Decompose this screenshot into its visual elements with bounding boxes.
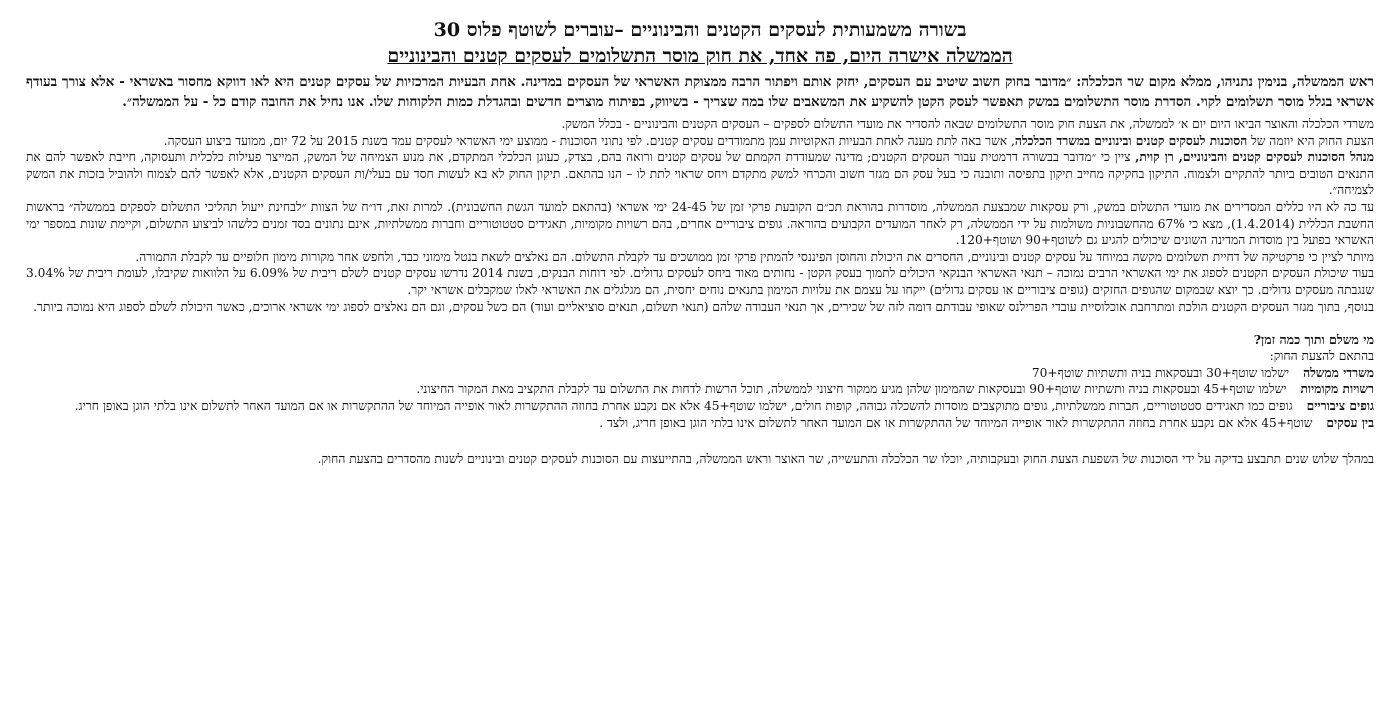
section-intro: בהתאם להצעת החוק: [1269, 349, 1374, 364]
subheadline: הממשלה אישרה היום, פה אחד, את חוק מוסר התשלומים לעסקים קטנים והבינוניים [387, 45, 1013, 67]
agency-name: הסוכנות לעסקים קטנים ובינוניים במשרד הכלכלה [1014, 133, 1248, 148]
paragraph-5: מיותר לציין כי פרקטיקה של דחיית תשלומים מקשה במיוחד על עסקים קטנים ובינוניים, החסרים את היכולת והחוסן הפיננסי להמתין פרקי זמן ממושכים עד לקבלת התשלום. הם נאלצים לשאת בנטל מימוני כבד, ולחפש אחר מקורות מימון חלופיים עד לקבלת התמורה. [135, 249, 1374, 264]
paragraph-3 [26, 149, 1374, 199]
payment-row-government [26, 365, 1374, 382]
row-value: ישלמו שוטף+45 ובעסקאות בניה ותשתיות שוטף+90 ובעסקאות שהמימון שלהן מגיע ממקור חיצוני לממשלה, תוכל הרשות לדחות את התשלום עד לקבלת התקציב מאת המקור החיצוני. [416, 382, 1287, 397]
payment-row-b2b [26, 415, 1374, 432]
paragraph-2-end: , אשר באה לתת מענה לאחת הבעיות האקוטיות עמן מתמודדים עסקים קטנים. לפי נתוני הסוכנות - ממוצע ימי האשראי לעסקים עמד בשנת 2015 על 72 יום, ממועד ביצוע העסקה. [163, 133, 1015, 148]
payment-row-municipalities [26, 381, 1374, 398]
paragraph-6: בעוד שיכולת העסקים הקטנים לספוג את ימי האשראי הרבים נמוכה – תנאי האשראי הבנקאי היכולים לתמוך בעסק הקטן - נחותים מאוד ביחס לעסקים גדולים. לפי דוחות הבנקים, בשנת 2014 נדרשו עסקים קטנים לשלם ריבית של 6.09% על הלוואות שקיבלו, לעומת ריבית של 3.04% שנגבתה מעסקים גדולים. כך יוצא שבמקום שהגופים החזקים (גופים ציבוריים או עסקים גדולים) ייקחו על עצמם את עלויות המימון בתנאים נוחים יחסית, הם מגלגלים את האשראי לאלו שמקבלים אשראי יקר. [26, 266, 1374, 297]
row-label: משרדי ממשלה [1303, 365, 1374, 380]
paragraph-2-start: הצעת החוק היא יוזמה של [1247, 133, 1374, 148]
paragraph-2 [26, 133, 1374, 150]
row-value: גופים כמו תאגידים סטטוטוריים, חברות ממשלתיות, גופים מתוקצבים מוסדות להשכלה גבוהה, קופות חולים, ישלמו שוטף+45 אלא אם נקבע אחרת בחוזה ההתקשרות לאור אופייה המיוחד של ההתקשרות או אם המועד האחר לתשלום אינו בלתי הוגן באופן חריג. [74, 398, 1293, 413]
spacer [26, 315, 1374, 323]
paragraph-3-text: ציין כי ״מדובר בבשורה דרמטית עבור העסקים הקטנים; מדינה שמעודדת הקמתם של עסקים קטנים ורואה בהם, בצדק, כעוגן הכלכלי המתקדם, את מנוע הצמיחה של המשק, המייצר פעילות כלכלית ותעסוקה, חייבת לאפשר להם את התנאים הטובים ביותר להתקיים ולצמוח. התיקון בחקיקה מחייב תיקון בתפיסה ותובנה כי בעל עסק הם מגזר חשוב והכרחי למשק מתקדם ויחס שראוי לתת לו – הנו בהתאם. תיקון החוק לא בא לעשות חסד עם בעלי/ות העסקים הקטנים, אלא לאפשר להם לצמוח ולהוביל בזכות את המשק לצמיחה״. [26, 150, 1374, 198]
paragraph-4: עד כה לא היו כללים המסדירים את מועדי התשלום במשק, ורק עסקאות שמבצעת הממשלה, מוסדרות בהוראת תכ״ם הקובעת פרקי זמן של 24-45 ימי אשראי (בהתאם למועד הגשת החשבונית). למרות זאת, דו״ח של הצוות ״לבחינת ייעול תהליכי התשלום לספקים בממשלה״ בראשות החשבת הכללית (1.4.2014), מצא כי 67% מהחשבוניות משולמות על ידי הממשלה, רק לאחר המועדים הקבועים בהוראה. גופים ציבוריים אחרים, בהם רשויות מקומיות, תאגידים סטטוטוריים וחברות ממשלתיות, אינם נתונים בסד זמנים כלשהו לביצוע התשלום, וקיימת שונות במספר ימי האשראי בפועל בין מוסדות המדינה השונים שיכולים להגיע גם לשוטף+90 ושוטף+120. [26, 199, 1375, 248]
payment-row-public-bodies [26, 398, 1374, 415]
row-label: רשויות מקומיות [1300, 382, 1374, 397]
headline: בשורה משמעותית לעסקים הקטנים והבינוניים –עוברים לשוטף פלוס 30 [433, 19, 967, 41]
row-value: ישלמו שוטף+30 ובעסקאות בניה ותשתיות שוטף+70 [1031, 365, 1290, 380]
paragraph-1: משרדי הכלכלה והאוצר הביאו היום יום א׳ לממשלה, את הצעת חוק מוסר התשלומים שבאה להסדיר את מועדי התשלום לספקים – העסקים הקטנים והבינוניים - בכלל המשק. [561, 117, 1374, 131]
spacer [26, 323, 1374, 331]
row-label: גופים ציבוריים [1306, 398, 1374, 413]
section-title: מי משלם ותוך כמה זמן? [1253, 332, 1374, 348]
closing-paragraph: במהלך שלוש שנים תתבצע בדיקה על ידי הסוכנות של השפעת הצעת החוק ובעקבותיה, יוכלו שר הכלכלה והתעשייה, שר האוצר וראש הממשלה, בהתייעצות עם הסוכנות לעסקים קטנים ובינוניים לשנות מהסדרים בהצעת החוק. [317, 452, 1374, 467]
row-value: שוטף+45 אלא אם נקבע אחרת בחוזה ההתקשרות לאור אופייה המיוחד של ההתקשרות או אם המועד האחר לתשלום אינו בלתי הוגן באופן חריג, ולצד . [599, 415, 1313, 430]
agency-director-name: מנהל הסוכנות לעסקים קטנים והבינוניים, רן קוית, [1135, 150, 1374, 165]
row-label: בין עסקים [1326, 415, 1374, 430]
lead-paragraph: ראש הממשלה, בנימין נתניהו, ממלא מקום שר הכלכלה: ״מדובר בחוק חשוב שיטיב עם העסקים, יחזק אותם ויפתור הרבה ממצוקת האשראי של העסקים במדינה. אחת הבעיות המרכזיות של עסקים קטנים היא לאו דווקא מחסור באשראי - אלא צורך בעודף אשראי בגלל מוסר תשלומים לקוי. הסדרת מוסר התשלומים במשק תאפשר לעסק הקטן להשקיע את המשאבים שלו במה שצריך - בשיווק, בפיתוח מוצרים חדשים ובהגדלת כמות הלקוחות שלו. אנו נחיל את החובה קודם כל - על הממשלה״. [26, 74, 1374, 110]
paragraph-7: בנוסף, בתוך מגזר העסקים הקטנים הולכת ומתרחבת אוכלוסיית עובדי הפרילנס שאופי עבודתם דומה לזה של שכירים, אך תנאי העבודה שלהם (תנאי תשלום, תנאים סוציאליים ועוד) הם כשל עסקים, וגם הם נאלצים לספוג ימי אשראי ארוכים, כאשר היכולת לשלם לספוג היא נמוכה ביותר. [33, 299, 1374, 314]
